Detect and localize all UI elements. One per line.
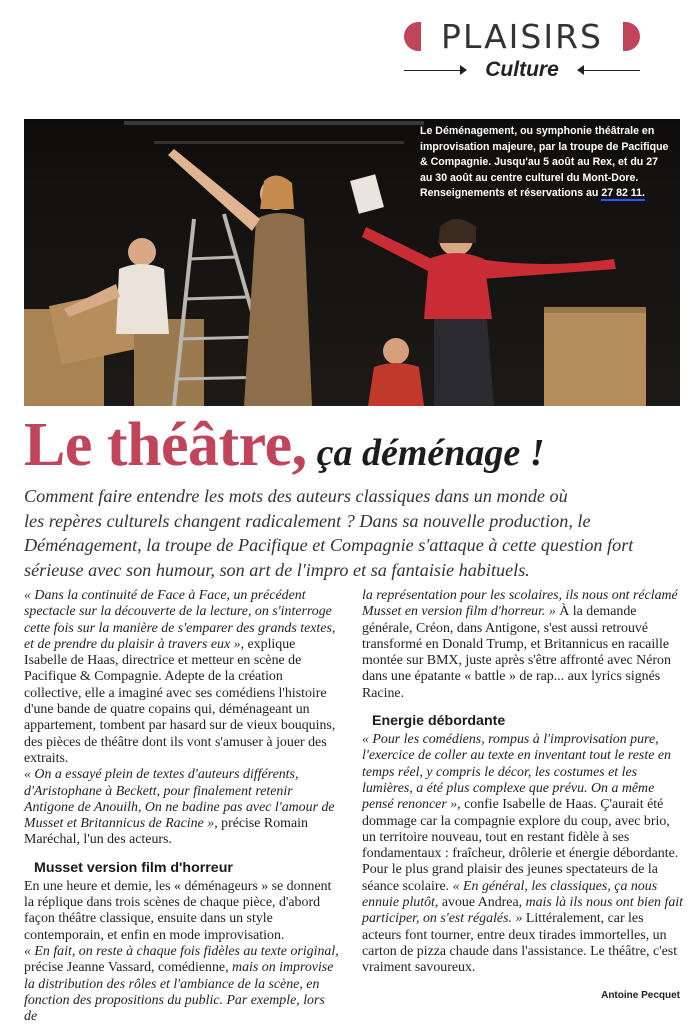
subsection-title: Culture: [485, 58, 559, 81]
section-banner: [404, 18, 640, 54]
caption-line: Le Déménagement, ou symphonie théâtrale en: [420, 125, 655, 137]
caption-line: au 30 août au centre culturel du Mont-Dore.: [420, 171, 639, 184]
author-byline: Antoine Pecquet: [601, 990, 680, 1001]
quote-text: la représentation pour les scolaires, ils nous ont réclamé Musset en version film d'horreur. »: [362, 588, 678, 620]
body-text: avoue Andrea,: [438, 895, 526, 911]
paragraph: [362, 732, 684, 976]
quote-text: mais on improvise la distribution des rôles et l'ambiance de la scène, en fonction des propositions du public. Par exemple, lors de: [24, 960, 334, 1025]
headline-sub: ça déménage !: [316, 432, 545, 474]
lede-line: Déménagement, la troupe de Pacifique et Compagnie s'attaque à cette question fort: [24, 535, 634, 555]
banner-left-pill: [404, 22, 421, 51]
paragraph: [24, 879, 340, 944]
article-column-1: [24, 588, 340, 1025]
caption-line: & Compagnie. Jusqu'au 5 août au Rex, et du 27: [420, 156, 658, 168]
lede-line: Comment faire entendre les mots des auteurs classiques dans un monde où: [24, 486, 568, 506]
paragraph: [362, 588, 684, 702]
quote-text: « Dans la continuité de Face à Face, un précédent spectacle sur la découverte de la lecture, on s'interroge cette fois sur la manière de s'emparer des grands textes, et de prendre du plaisir à travers eux »: [24, 588, 336, 652]
body-text: précise Jeanne Vassard, comédienne,: [24, 960, 233, 976]
caption-line: improvisation majeure, par la troupe de Pacifique: [420, 140, 669, 153]
body-text: En une heure et demie, les « déménageurs » se donnent la réplique dans trois scènes de chaque pièce, d'abord façon théâtre classique, ensuite dans un style contemporain, et enfin en mode improvisation.: [24, 878, 332, 943]
paragraph: [24, 588, 340, 767]
left-dash-line: [404, 70, 464, 71]
photo-caption: [420, 124, 672, 202]
article-lede: [24, 484, 684, 582]
lede-line: les repères culturels changent radicalement ? Dans sa nouvelle production, le: [24, 510, 591, 531]
paragraph: [24, 944, 340, 1025]
body-text: À la demande générale, Créon, dans Antigone, s'est aussi retrouvé transformé en Donald Trump, et Britannicus en racaille montée sur BMX, juste après s'être affronté avec Néron dans une épatante « battle » de rap... aux lyrics signés Racine.: [362, 604, 671, 701]
banner-right-pill: [623, 22, 640, 51]
right-arrow-icon: [460, 65, 467, 75]
section-title: PLAISIRS: [441, 17, 603, 56]
phone-link[interactable]: 27 82 11.: [601, 187, 645, 199]
quote-text: « En général, les classiques, ça nous ennuie plutôt,: [362, 878, 658, 911]
section-header: [400, 14, 650, 84]
caption-prefix: Renseignements et réservations au: [420, 187, 602, 199]
body-text: , confie Isabelle de Haas. Ç'aurait été dommage car la compagnie explore du coup, avec brio, un territoire nouveau, tout en restant fidèle à ses fondamentaux : fraîcheur, drôlerie et énergie débordante. Pour le plus grand plaisir des jeunes spectateurs de la séance scolaire.: [362, 797, 679, 894]
body-text: , précise Romain Maréchal, l'un des acteurs.: [24, 816, 308, 848]
quote-text: « Pour les comédiens, rompus à l'improvisation pure, l'exercice de coller au texte en inventant tout le reste en temps réel, y compris le décor, les costumes et les lumières, a été plus complexe que prévu. On a même pensé renoncer »: [362, 732, 671, 813]
article-column-2: [362, 588, 684, 977]
lede-line: sérieuse avec son humour, son art de l'impro et sa fantaisie habituels.: [24, 559, 530, 580]
subsection-row: [404, 58, 640, 82]
article-headline: [24, 410, 684, 480]
quote-text: « En fait, on reste à chaque fois fidèles au texte original,: [24, 943, 339, 959]
headline-main: Le théâtre,: [24, 411, 307, 479]
right-dash-line: [580, 70, 640, 71]
caption-line: [420, 186, 672, 202]
quote-text: « On a essayé plein de textes d'auteurs différents, d'Aristophane à Beckett, pour finalement retenir Antigone de Anouilh, On ne badine pas avec l'amour de Musset et Britannicus de Racine »: [24, 767, 335, 832]
quote-text: mais là ils nous ont bien fait participer, on s'est régalés. »: [362, 895, 683, 927]
body-text: Littéralement, car les acteurs font tourner, entre deux tirades immortelles, un carton de pizza chaude dans l'assistance. Le théâtre, c'est vraiment savoureux.: [362, 911, 678, 976]
body-text: , explique Isabelle de Haas, directrice et metteur en scène de Pacifique & Compagnie. Adepte de la création collective, elle a imaginé avec ses comédiens l'histoire d'une bande de quatre copains qui, déménageant un appartement, tombent par hasard sur de vieux bouquins, des pièces de théâtre dont ils vont s'amuser à jouer des extraits.: [24, 636, 336, 766]
paragraph: [24, 767, 340, 848]
section-subheading: Energie débordante: [372, 713, 506, 730]
section-subheading: Musset version film d'horreur: [34, 859, 233, 876]
